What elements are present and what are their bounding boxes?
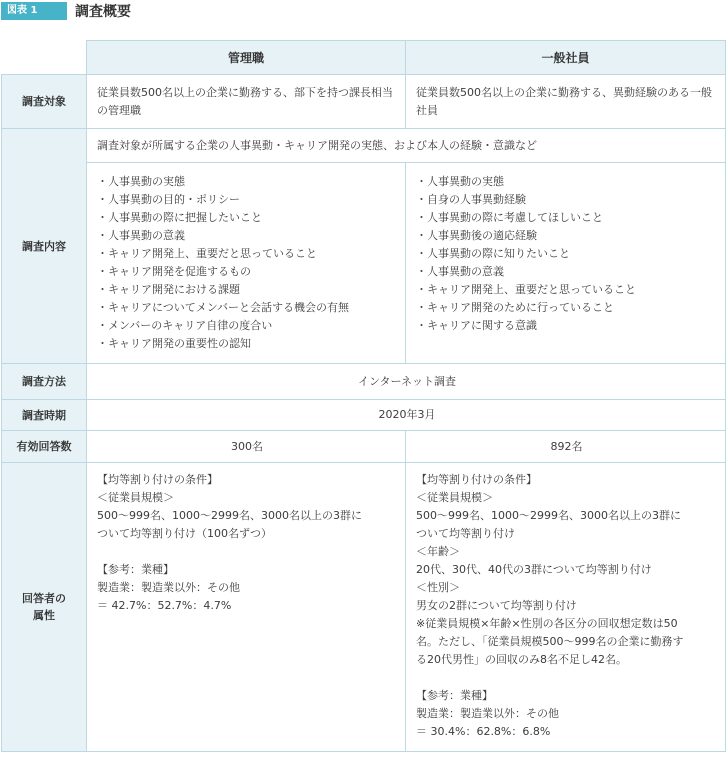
attributes-manager-cell — [87, 463, 406, 752]
list-item: ・自身の人事異動経験 — [416, 193, 526, 206]
list-item — [416, 669, 717, 687]
list-item: ・人事異動の意義 — [416, 265, 504, 278]
list-item: 名。ただし、「従業員規模500〜999名の企業に勤務す — [416, 635, 684, 648]
list-item: ・人事異動の実態 — [416, 175, 504, 188]
list-item: ＝ 30.4%：62.8%：6.8% — [416, 725, 551, 738]
period-value: 2020年3月 — [87, 400, 726, 431]
list-item: ・キャリアに関する意識 — [416, 319, 537, 332]
list-item: ついて均等割り付け — [416, 527, 515, 540]
responses-manager-value: 300名 — [87, 431, 406, 463]
list-item: 男女の2群について均等割り付け — [416, 599, 577, 612]
table-row-attributes — [2, 463, 726, 752]
list-item: 【均等割り付けの条件】 — [97, 473, 218, 486]
target-manager-cell: 従業員数500名以上の企業に勤務する、部下を持つ課長相当の管理職 — [87, 75, 406, 129]
list-item: ・人事異動の際に把握したいこと — [97, 211, 262, 224]
content-manager-list — [97, 173, 397, 353]
table-row-period — [2, 400, 726, 431]
list-item: ・人事異動の際に知りたいこと — [416, 247, 570, 260]
list-item: ・キャリア開発のために行っていること — [416, 301, 614, 314]
list-item: 【参考：業種】 — [416, 689, 493, 702]
list-item: ・キャリアについてメンバーと会話する機会の有無 — [97, 301, 350, 314]
row-label-method: 調査方法 — [2, 364, 87, 400]
list-item: 500〜999名、1000〜2999名、3000名以上の3群に — [97, 509, 362, 522]
list-item: ・人事異動の意義 — [97, 229, 185, 242]
table-row-responses — [2, 431, 726, 463]
list-item: 製造業：製造業以外：その他 — [416, 707, 559, 720]
list-item: る20代男性」の回収のみ8名不足し42名。 — [416, 653, 627, 666]
table-row-content-summary — [2, 129, 726, 163]
table-header-row — [2, 41, 726, 75]
list-item: ・キャリア開発における課題 — [97, 283, 240, 296]
list-item — [97, 543, 397, 561]
list-item: ・キャリア開発上、重要だと思っていること — [97, 247, 317, 260]
attributes-label-line2: 属性 — [33, 609, 55, 622]
content-employee-list — [416, 173, 717, 335]
content-summary-cell: 調査対象が所属する企業の人事異動・キャリア開発の実態、および本人の経験・意識など — [87, 129, 726, 163]
row-label-period: 調査時期 — [2, 400, 87, 431]
column-header-employee: 一般社員 — [406, 41, 726, 75]
list-item: 500〜999名、1000〜2999名、3000名以上の3群に — [416, 509, 681, 522]
table-row-content-items — [2, 163, 726, 364]
list-item: ・人事異動の目的・ポリシー — [97, 193, 240, 206]
row-label-attributes — [2, 463, 87, 752]
corner-cell — [2, 41, 87, 75]
attributes-employee-cell — [406, 463, 726, 752]
list-item: ＜年齢＞ — [416, 545, 460, 558]
list-item: 20代、30代、40代の3群について均等割り付け — [416, 563, 652, 576]
attributes-label-line1: 回答者の — [22, 592, 66, 605]
list-item: 【参考：業種】 — [97, 563, 174, 576]
row-label-responses: 有効回答数 — [2, 431, 87, 463]
list-item: ・人事異動後の適応経験 — [416, 229, 537, 242]
column-header-manager: 管理職 — [87, 41, 406, 75]
row-label-content: 調査内容 — [2, 129, 87, 364]
list-item: ・人事異動の実態 — [97, 175, 185, 188]
list-item: ・キャリア開発上、重要だと思っていること — [416, 283, 636, 296]
content-employee-cell — [406, 163, 726, 364]
attributes-employee-list — [416, 471, 717, 741]
list-item: ・キャリア開発を促進するもの — [97, 265, 251, 278]
list-item: 【均等割り付けの条件】 — [416, 473, 537, 486]
list-item: 製造業：製造業以外：その他 — [97, 581, 240, 594]
list-item: ついて均等割り付け（100名ずつ） — [97, 527, 272, 540]
list-item: ※従業員規模×年齢×性別の各区分の回収想定数は50 — [416, 617, 678, 630]
list-item: ・メンバーのキャリア自律の度合い — [97, 319, 273, 332]
attributes-manager-list — [97, 471, 397, 615]
target-employee-cell: 従業員数500名以上の企業に勤務する、異動経験のある一般社員 — [406, 75, 726, 129]
survey-overview-table — [1, 40, 726, 752]
list-item: ＝ 42.7%：52.7%：4.7% — [97, 599, 232, 612]
table-row-target — [2, 75, 726, 129]
content-manager-cell — [87, 163, 406, 364]
list-item: ・人事異動の際に考慮してほしいこと — [416, 211, 603, 224]
responses-employee-value: 892名 — [406, 431, 726, 463]
figure-label: 図表 1 — [1, 2, 67, 20]
figure-header — [0, 0, 131, 22]
list-item: ＜性別＞ — [416, 581, 460, 594]
figure-title: 調査概要 — [75, 4, 131, 20]
method-value: インターネット調査 — [87, 364, 726, 400]
list-item: ＜従業員規模＞ — [416, 491, 493, 504]
list-item: ＜従業員規模＞ — [97, 491, 174, 504]
list-item: ・キャリア開発の重要性の認知 — [97, 337, 251, 350]
row-label-target: 調査対象 — [2, 75, 87, 129]
table-row-method — [2, 364, 726, 400]
